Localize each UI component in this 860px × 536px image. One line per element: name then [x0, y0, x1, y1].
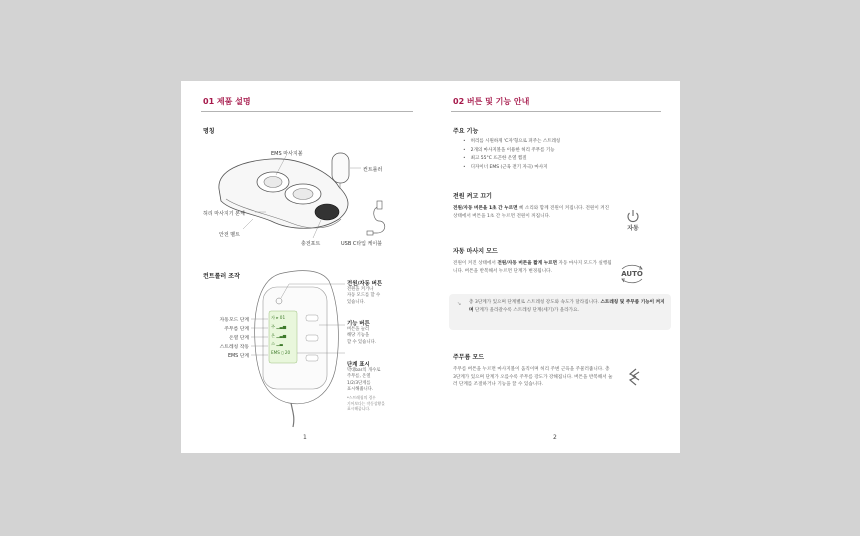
main-features-list [463, 138, 560, 172]
cable-label: USB C타입 케이블 [341, 241, 383, 247]
screen-row: 주 ▁▃▅ [271, 323, 287, 329]
auto-icon-caption: AUTO [621, 270, 643, 278]
section-title-buttons: 02 버튼 및 기능 안내 [453, 97, 530, 106]
stretch-note-text: 총 3단계가 있으며 단계별로 스트레칭 강도와 속도가 달라집니다. 스트레칭 및 주무름 기능이 켜지며 단계가 올라갈수록 스트레칭 단계(세기)가 올라가요. [469, 300, 665, 313]
list-item: • 2개의 마사지볼을 이용한 허리 주무름 기능 [463, 147, 560, 156]
note-arrow-icon: ↘ [457, 301, 462, 307]
list-item: • 최고 55°C 뜨끈한 온열 찜질 [463, 155, 560, 164]
product-illustration [181, 81, 431, 453]
section-rule [451, 111, 661, 112]
list-item: • 디자이너 EMS (근육 전기 자극) 마사지 [463, 164, 560, 173]
knead-wave-icon [623, 367, 643, 387]
screen-row: EMS ▯ 20 [271, 350, 291, 356]
level-display-title: 단계 표시 [347, 362, 370, 368]
manual-spread [181, 81, 680, 453]
names-heading: 명칭 [203, 128, 215, 135]
knead-heading: 주무름 모드 [453, 354, 485, 361]
auto-icon [617, 264, 647, 284]
function-button-title: 기능 버튼 [347, 321, 370, 327]
power-paragraph: 전원/자동 버튼을 1초 간 누르면 삐 소리와 함께 전원이 켜집니다. 전원이 켜진 상태에서 버튼을 1초 간 누르면 전원이 꺼집니다. [453, 206, 610, 219]
function-button-desc: 버튼을 눌러 해당 기능을 할 수 있습니다. [347, 327, 377, 345]
page-number: 1 [303, 434, 307, 441]
controller-heading: 컨트롤러 조작 [203, 273, 240, 280]
knead-level-label: 주무름 단계 [224, 327, 249, 332]
controller-label: 컨트롤러 [363, 167, 383, 173]
page-number: 2 [553, 434, 557, 441]
power-icon-caption: 자동 [627, 225, 639, 232]
power-icon [623, 209, 643, 232]
level-display-note: *스트레칭의 경우 기어보다는 작동상황을 표시해줍니다. [347, 395, 385, 412]
auto-arc-bottom-icon [617, 278, 647, 284]
main-features-heading: 주요 기능 [453, 128, 479, 135]
auto-level-label: 자동모드 단계 [219, 318, 249, 323]
stretch-note [449, 294, 671, 330]
power-button-title: 전원/자동 버튼 [347, 281, 383, 287]
left-page [181, 81, 431, 453]
ems-ball-label: EMS 마사지볼 [271, 151, 303, 157]
power-heading: 전원 켜고 끄기 [453, 193, 492, 200]
right-page [431, 81, 680, 453]
auto-mode-paragraph: 전원이 켜진 상태에서 전원/자동 버튼을 짧게 누르면 자동 마사지 모드가 실행됩니다. 버튼을 반복해서 누르면 단계가 변경됩니다. [453, 261, 612, 274]
controller-screen [271, 314, 290, 358]
stretch-label: 스트레칭 작동 [219, 345, 249, 350]
ems-level-label: EMS 단계 [227, 354, 249, 359]
level-display-desc: 막대bar의 개수로 주무름, 온열 1/2/3단계를 표시해줍니다. [347, 368, 381, 393]
list-item: • 허리를 시원하게 'C자'형으로 펴주는 스트레칭 [463, 138, 560, 147]
heat-level-label: 온열 단계 [228, 336, 249, 341]
screen-row: 온 ▁▃▅ [271, 332, 287, 338]
power-symbol-icon [623, 209, 643, 223]
belt-label: 안전 벨트 [219, 232, 240, 238]
screen-row: 자 ▸ 01 [271, 315, 286, 320]
screen-row: 스 ▁▃ [271, 341, 283, 347]
power-button-desc: 전원을 켜거나 자동 모드를 할 수 있습니다. [347, 287, 381, 305]
body-label: 허리 마사지기 본체 [203, 211, 245, 217]
section-title-product: 01 제품 설명 [203, 97, 251, 106]
port-label: 충전포트 [301, 241, 321, 247]
auto-mode-heading: 자동 마사지 모드 [453, 248, 498, 255]
knead-paragraph: 주무름 버튼을 누르면 마사지볼이 움직이며 허리 주변 근육을 주물러줍니다. 총 3단계가 있으며 단계가 오를수록 주무름 강도가 강해집니다. 버튼을 반복해서 눌러 단계를 조절하거나 기능을 끌 수 있습니다. [453, 367, 613, 388]
